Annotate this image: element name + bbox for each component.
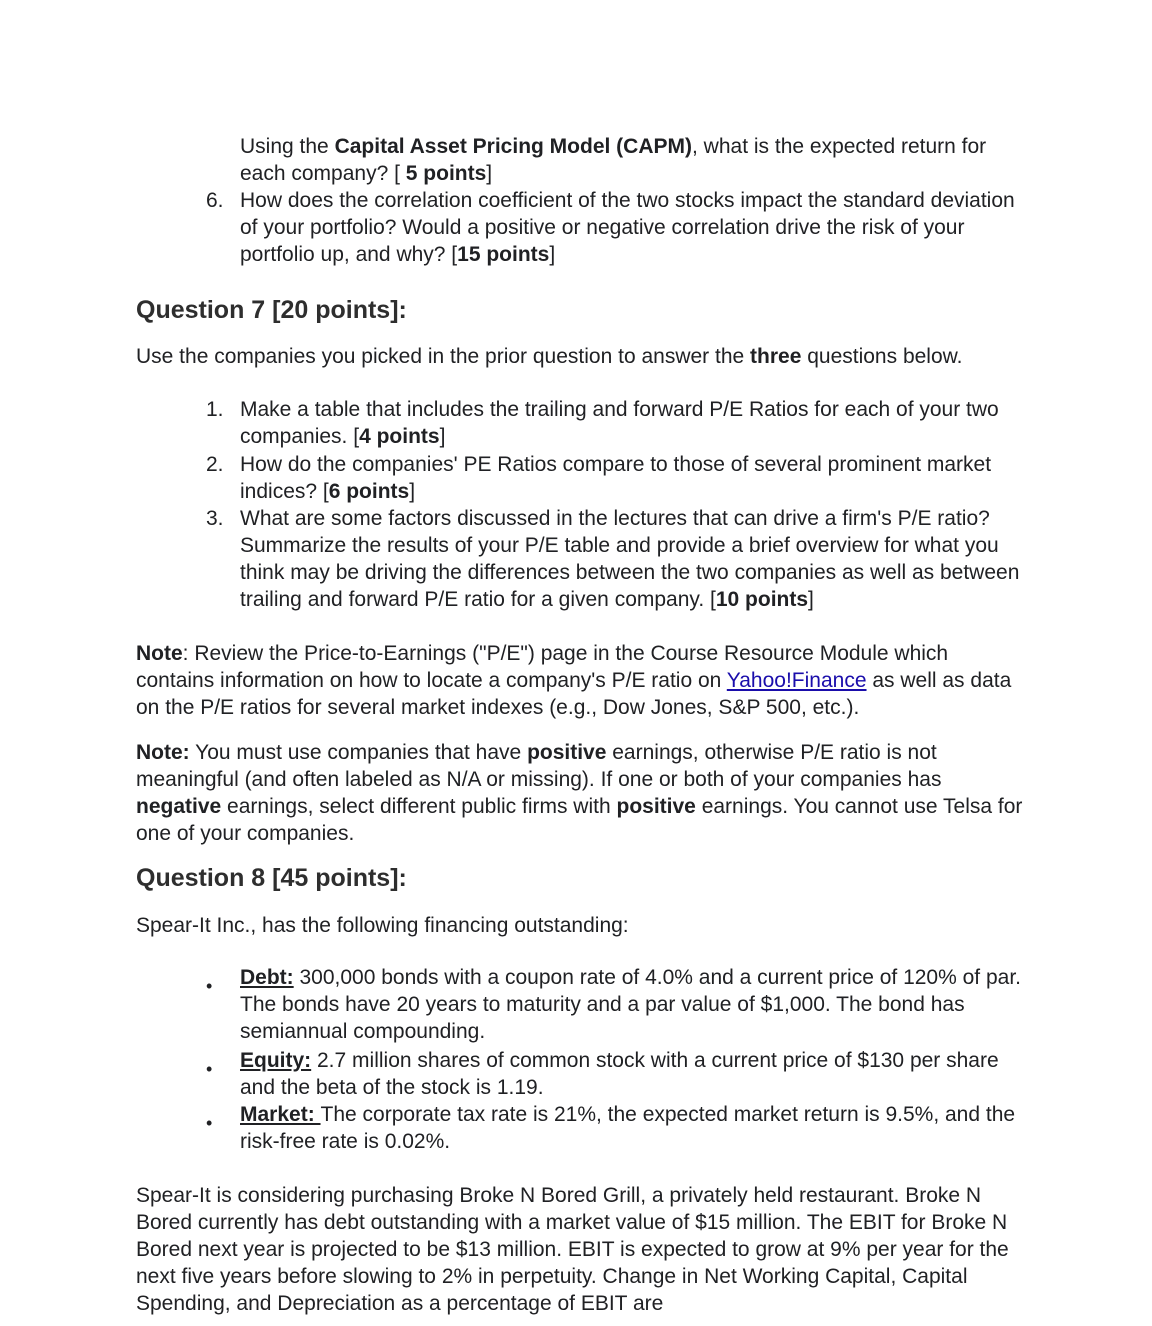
- points: 10 points: [715, 588, 809, 611]
- bullet-icon: •: [206, 1059, 213, 1079]
- bullet-label: Market:: [240, 1103, 321, 1126]
- capm-term: Capital Asset Pricing Model (CAPM): [334, 135, 692, 158]
- note-label: Note: [136, 642, 183, 665]
- bullet-label: Equity:: [240, 1049, 312, 1072]
- bullet-item-debt: Debt: 300,000 bonds with a coupon rate of 4.0% and a current price of 120% of par. The bonds have 20 years to maturity and a par value of $1,000. The bond has semiannual compounding.: [240, 966, 1021, 1043]
- yahoo-finance-link[interactable]: Yahoo!Finance: [726, 669, 867, 692]
- note-label: Note:: [136, 741, 190, 764]
- points: 4 points: [359, 425, 440, 448]
- list-item-text: Make a table that includes the trailing and forward P/E Ratios for each of your two companies. [4 points]: [240, 398, 999, 448]
- bullet-item-market: Market: The corporate tax rate is 21%, the expected market return is 9.5%, and the risk-free rate is 0.02%.: [240, 1103, 1016, 1153]
- item-5-continuation: Using the Capital Asset Pricing Model (CAPM), what is the expected return for each company? [ 5 points]: [240, 135, 987, 185]
- list-number: 6.: [206, 189, 224, 212]
- question-8-intro: Spear-It Inc., has the following financing outstanding:: [136, 914, 629, 937]
- list-number: 1.: [206, 398, 224, 421]
- points: 5 points: [399, 162, 487, 185]
- closing-paragraph: Spear-It is considering purchasing Broke N Bored Grill, a privately held restaurant. Broke N Bored currently has debt outstanding with a market value of $15 million. The EBIT for Broke N Bored next year is projected to be $13 million. EBIT is expected to grow at 9% per year for the next five years before slowing to 2% in perpetuity. Change in Net Working Capital, Capital Spending, and Depreciation as a percentage of EBIT are: [136, 1184, 1009, 1315]
- list-item-text: How do the companies' PE Ratios compare to those of several prominent market indices? [6 points]: [240, 453, 992, 503]
- bullet-label: Debt:: [240, 966, 294, 989]
- question-7-heading: Question 7 [20 points]:: [136, 296, 407, 324]
- points: 15 points: [457, 243, 550, 266]
- list-item-text: How does the correlation coefficient of the two stocks impact the standard deviation of your portfolio? Would a positive or negative correlation drive the risk of your portfolio up, and why? [15 points]: [240, 189, 1015, 266]
- bullet-icon: •: [206, 1113, 213, 1133]
- list-item-text: What are some factors discussed in the lectures that can drive a firm's P/E ratio? Summarize the results of your P/E table and provide a brief overview for what you think may be driving the differences between the two companies as well as between trailing and forward P/E ratio for a given company. [10 points]: [240, 507, 1020, 611]
- bullet-item-equity: Equity: 2.7 million shares of common stock with a current price of $130 per share and the beta of the stock is 1.19.: [240, 1049, 999, 1099]
- note-2: Note: You must use companies that have positive earnings, otherwise P/E ratio is not meaningful (and often labeled as N/A or missing). If one or both of your companies has negative earnings, select different public firms with positive earnings. You cannot use Telsa for one of your companies.: [136, 741, 1023, 845]
- note-1: Note: Review the Price-to-Earnings ("P/E") page in the Course Resource Module which contains information on how to locate a company's P/E ratio on Yahoo!Finance as well as data on the P/E ratios for several market indexes (e.g., Dow Jones, S&P 500, etc.).: [136, 642, 1012, 719]
- question-8-heading: Question 8 [45 points]:: [136, 864, 407, 892]
- list-number: 2.: [206, 453, 224, 476]
- bullet-icon: •: [206, 976, 213, 996]
- list-number: 3.: [206, 507, 224, 530]
- points: 6 points: [328, 480, 410, 503]
- question-7-intro: Use the companies you picked in the prior question to answer the three questions below.: [136, 345, 963, 368]
